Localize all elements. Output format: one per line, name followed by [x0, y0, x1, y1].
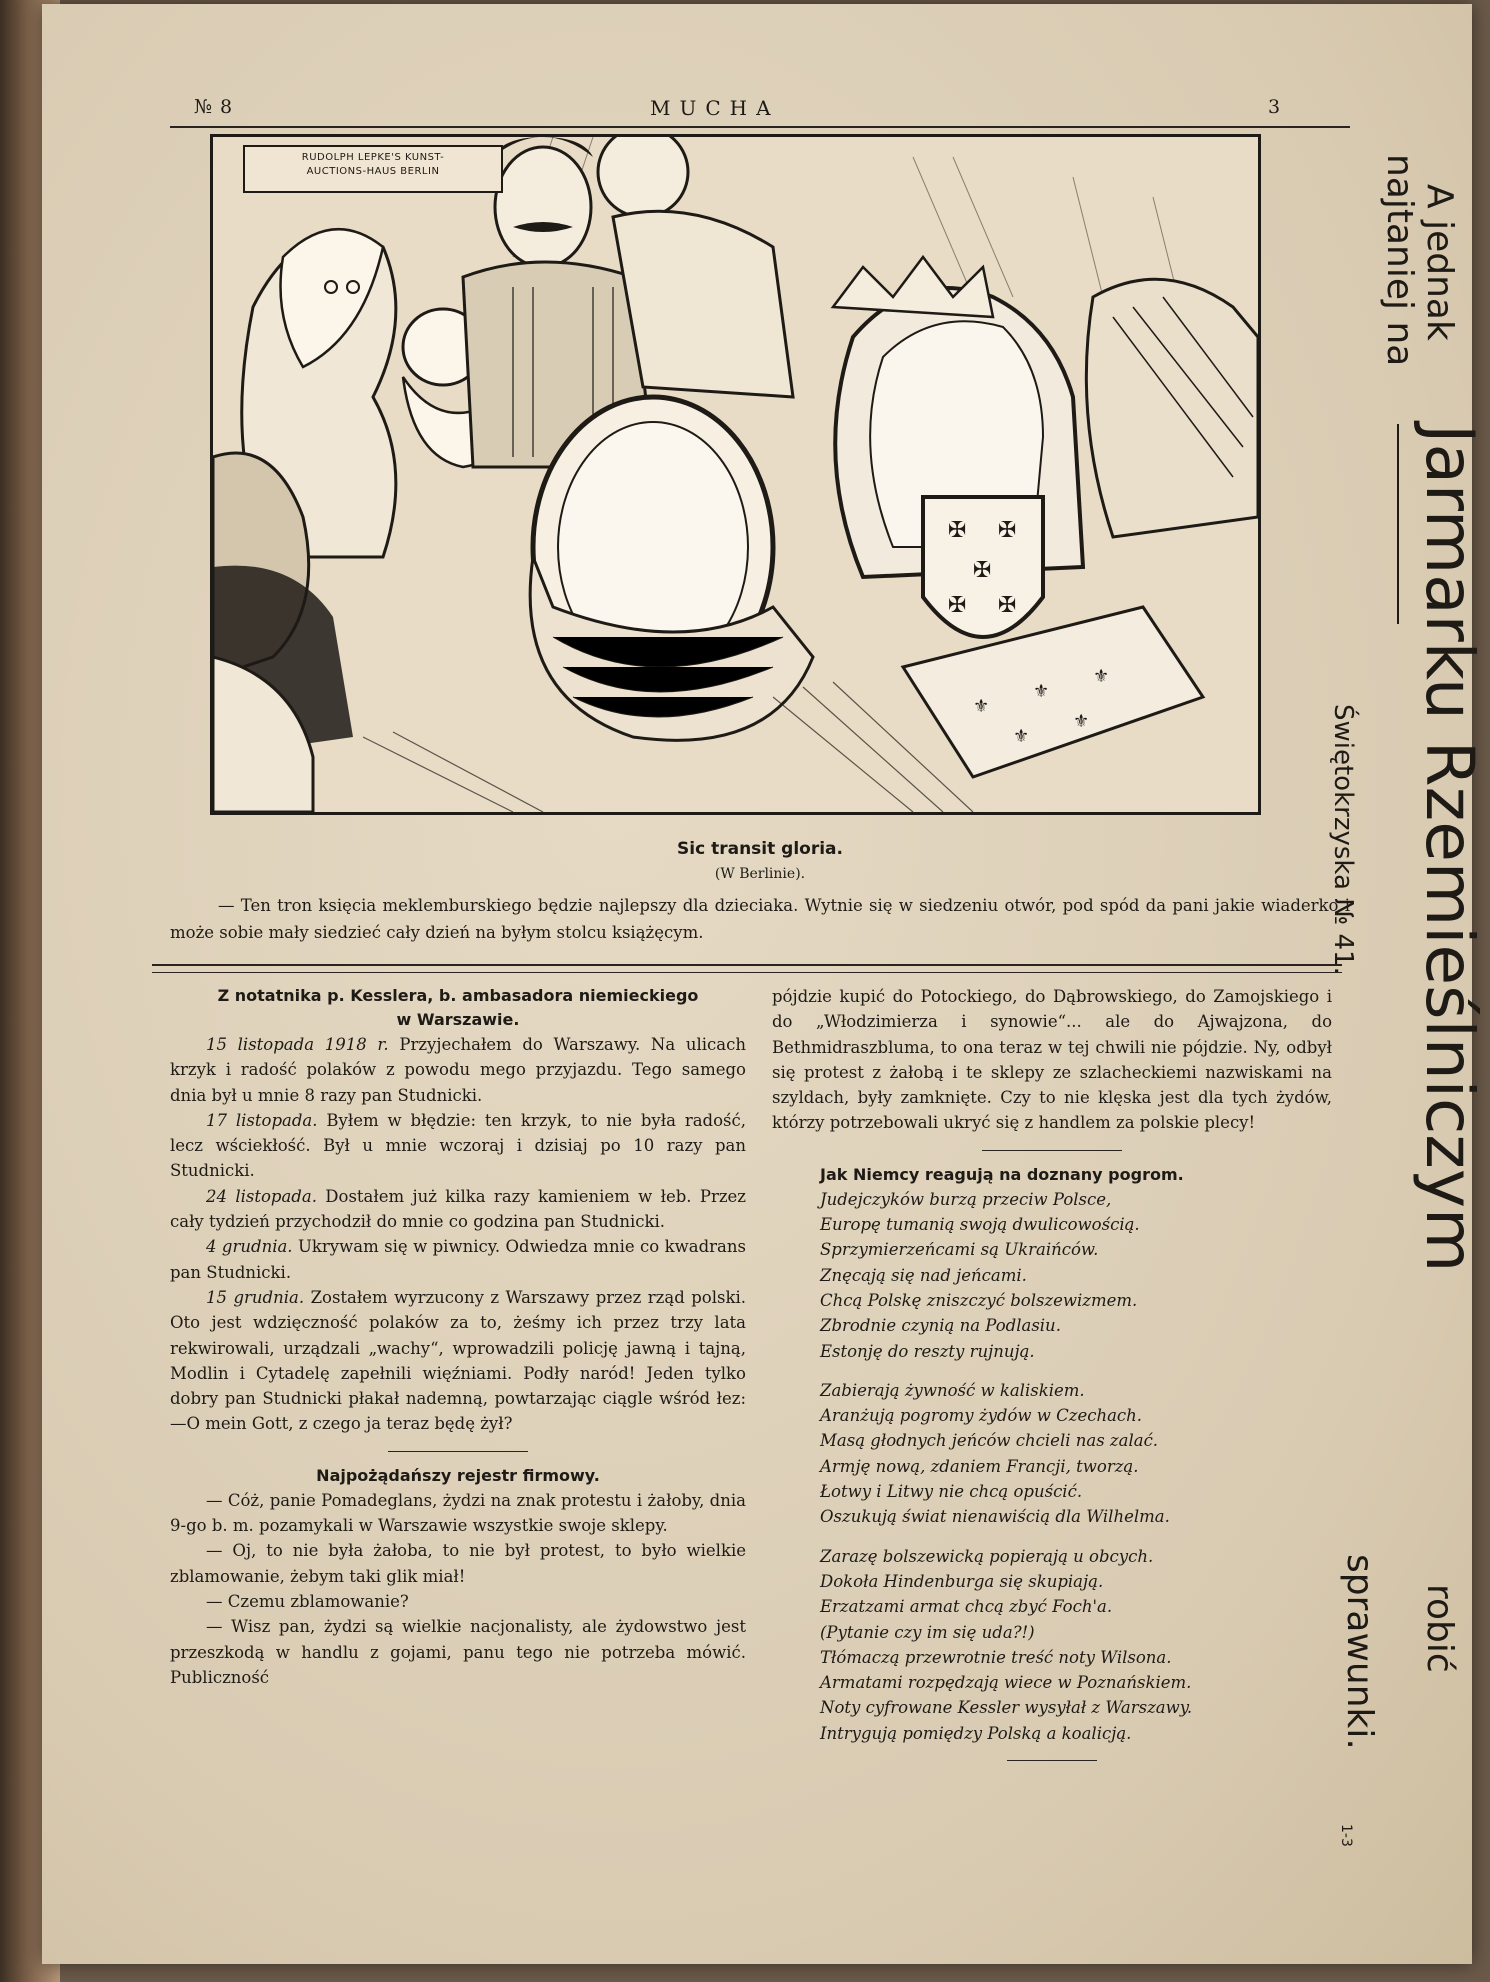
poem-line: Oszukują świat nienawiścią dla Wilhelma.	[820, 1507, 1170, 1527]
ad-line-2: najtaniej na	[1379, 154, 1420, 367]
poem-line: Zarazę bolszewicką popierają u obcych.	[820, 1546, 1154, 1566]
poem-line: Noty cyfrowane Kessler wysyłał z Warszawy.	[820, 1698, 1193, 1718]
svg-text:⚜: ⚜	[1073, 711, 1090, 732]
entry-text: Zostałem wyrzucony z Warszawy przez rząd polski. Oto jest wdzięczność polaków za to, żeśmy ich przez trzy lata rekwirowali, urządzali „wachy“, wprowadzili policję jawną i tajną, Modlin i Cytadelę zapełnili więźniami. Podły naród! Jeden tylko dobry pan Studnicki płakał nademną, powtarzając ciągle wśród łez: —O mein Gott, z czego ja teraz będę żył?	[170, 1287, 746, 1434]
left-column	[170, 984, 746, 1690]
cartoon-drawing	[213, 137, 1258, 812]
entry-date: 17 listopada.	[206, 1110, 318, 1130]
poem-line: Intrygują pomiędzy Polską a koalicją.	[820, 1723, 1132, 1743]
poem-line: Dokoła Hindenburga się skupiają.	[820, 1571, 1104, 1591]
svg-text:⚜: ⚜	[973, 696, 990, 717]
svg-text:⚜: ⚜	[1013, 726, 1030, 747]
entry-date: 15 listopada 1918 r.	[206, 1035, 389, 1054]
register-paragraph: — Oj, to nie była żałoba, to nie był protest, to było wielkie zblamowanie, żebym taki glik miał!	[170, 1541, 746, 1586]
diary-title-line-2: w Warszawie.	[396, 1010, 520, 1029]
poem	[772, 1187, 1332, 1746]
diary-entry	[170, 1108, 746, 1184]
entry-text: Byłem w błędzie: ten krzyk, to nie była radość, lecz wściekłość. Był u mnie wczoraj i dzisiaj po 10 razy pan Studnicki.	[170, 1110, 746, 1181]
divider	[1007, 1760, 1097, 1761]
register-paragraph: — Cóż, panie Pomadeglans, żydzi na znak protestu i żałoby, dnia 9-go b. m. pozamykali w Warszawie wszystkie swoje sklepy.	[170, 1490, 746, 1536]
poem-line: Judejczyków burzą przeciw Polsce,	[820, 1189, 1112, 1209]
cartoon-subtitle: (W Berlinie).	[714, 866, 806, 882]
side-advertisement	[1328, 124, 1488, 1847]
ad-robic: robić	[1419, 1584, 1460, 1673]
cartoon-title: Sic transit gloria.	[677, 839, 843, 859]
auction-house-sign	[243, 145, 503, 193]
register-paragraph: — Czemu zblamowanie?	[206, 1591, 409, 1611]
sign-line-1: RUDOLPH LEPKE'S KUNST-	[301, 152, 445, 163]
poem-line: Aranżują pogromy żydów w Czechach.	[820, 1406, 1143, 1426]
poem-title: Jak Niemcy reagują na doznany pogrom.	[820, 1164, 1184, 1184]
svg-text:✠: ✠	[973, 558, 992, 583]
ad-mark: 1-3	[1338, 1824, 1354, 1847]
issue-number: № 8	[194, 96, 234, 118]
poem-line: Znęcają się nad jeńcami.	[820, 1265, 1027, 1285]
ad-line-1: A jednak	[1419, 184, 1460, 341]
poem-line: Armatami rozpędzają wiece w Poznańskiem.	[820, 1673, 1192, 1693]
poem-line: Tłómaczą przewrotnie treść noty Wilsona.	[820, 1647, 1172, 1667]
register-title: Najpożądańszy rejestr firmowy.	[316, 1465, 600, 1485]
sign-line-2: AUCTIONS-HAUS BERLIN	[306, 166, 440, 177]
svg-text:✠: ✠	[998, 518, 1017, 543]
poem-line: Estonję do reszty rujnują.	[820, 1341, 1035, 1361]
ad-address: Świętokrzyska № 41.	[1328, 704, 1358, 975]
section-rule	[152, 964, 1342, 973]
header-rule	[170, 126, 1350, 128]
poem-line: Masą głodnych jeńców chcieli nas zalać.	[820, 1431, 1159, 1451]
diary-entry	[170, 1234, 746, 1285]
poem-line: Europę tumanią swoją dwulicowością.	[820, 1215, 1140, 1235]
journal-title: MUCHA	[650, 96, 780, 120]
right-column	[772, 984, 1332, 1761]
entry-date: 24 listopada.	[206, 1186, 317, 1206]
page-number: 3	[1268, 96, 1282, 118]
poem-line: Zbrodnie czynią na Podlasiu.	[820, 1316, 1061, 1336]
ad-rule	[1397, 424, 1399, 624]
svg-text:✠: ✠	[948, 593, 967, 618]
poem-line: (Pytanie czy im się uda?!)	[820, 1622, 1035, 1642]
entry-date: 15 grudnia.	[206, 1287, 305, 1307]
entry-text: Dostałem już kilka razy kamieniem w łeb. Przez cały tydzień przychodził do mnie co godzina pan Studnicki.	[170, 1186, 746, 1232]
register-continuation: pójdzie kupić do Potockiego, do Dąbrowskiego, do Zamojskiego i do „Włodzimierza i synowie“... ale do Ajwajzona, do Bethmidraszbluma, to ona teraz w tej chwili nie pójdzie. Ny, odbył się protest z żałobą i te sklepy ze szlacheckiemi nazwiskami na szyldach, były zamknięte. Czy to nie klęska jest dla tych żydów, którzy potrzebowali ukryć się z handlem za polskie plecy!	[772, 987, 1332, 1133]
entry-text: Ukrywam się w piwnicy. Odwiedza mnie co kwadrans pan Studnicki.	[170, 1237, 746, 1282]
register-paragraph: — Wisz pan, żydzi są wielkie nacjonalisty, ale żydowstwo jest przeszkodą w handlu z gojami, panu tego nie potrzeba mówić. Publiczność	[170, 1617, 746, 1687]
diary-entry	[170, 1184, 746, 1235]
diary-title-line-1: Z notatnika p. Kesslera, b. ambasadora niemieckiego	[217, 986, 699, 1005]
svg-text:✠: ✠	[948, 518, 967, 543]
svg-text:✠: ✠	[998, 593, 1017, 618]
poem-line: Chcą Polskę zniszczyć bolszewizmem.	[820, 1290, 1138, 1310]
poem-line: Zabierają żywność w kaliskiem.	[820, 1380, 1085, 1400]
poem-line: Sprzymierzeńcami są Ukraińców.	[820, 1240, 1099, 1260]
cartoon-caption: — Ten tron księcia meklemburskiego będzie najlepszy dla dzieciaka. Wytnie się w siedzeniu otwór, pod spód da pani jakie wiaderko i może sobie mały siedzieć cały dzień na byłym stolcu książęcym.	[170, 896, 1350, 942]
svg-text:⚜: ⚜	[1033, 681, 1050, 702]
ad-sprawunki: sprawunki.	[1339, 1554, 1380, 1750]
ad-main: Jarmarku Rzemieślniczym	[1411, 424, 1488, 1273]
divider	[388, 1451, 528, 1452]
cartoon-illustration	[210, 134, 1261, 815]
divider	[982, 1150, 1122, 1151]
svg-text:⚜: ⚜	[1093, 666, 1110, 687]
newspaper-page	[42, 4, 1488, 1964]
entry-date: 4 grudnia.	[206, 1237, 293, 1257]
poem-line: Łotwy i Litwy nie chcą opuścić.	[820, 1482, 1083, 1502]
diary-entry	[170, 1032, 746, 1108]
poem-line: Erzatzami armat chcą zbyć Foch'a.	[820, 1597, 1113, 1617]
diary-entry	[170, 1285, 746, 1437]
poem-line: Armję nową, zdaniem Francji, tworzą.	[820, 1456, 1139, 1476]
entry-text: Przyjechałem do Warszawy. Na ulicach krzyk i radość polaków z powodu mego przyjazdu. Tego samego dnia był u mnie 8 razy pan Studnicki.	[170, 1035, 746, 1105]
